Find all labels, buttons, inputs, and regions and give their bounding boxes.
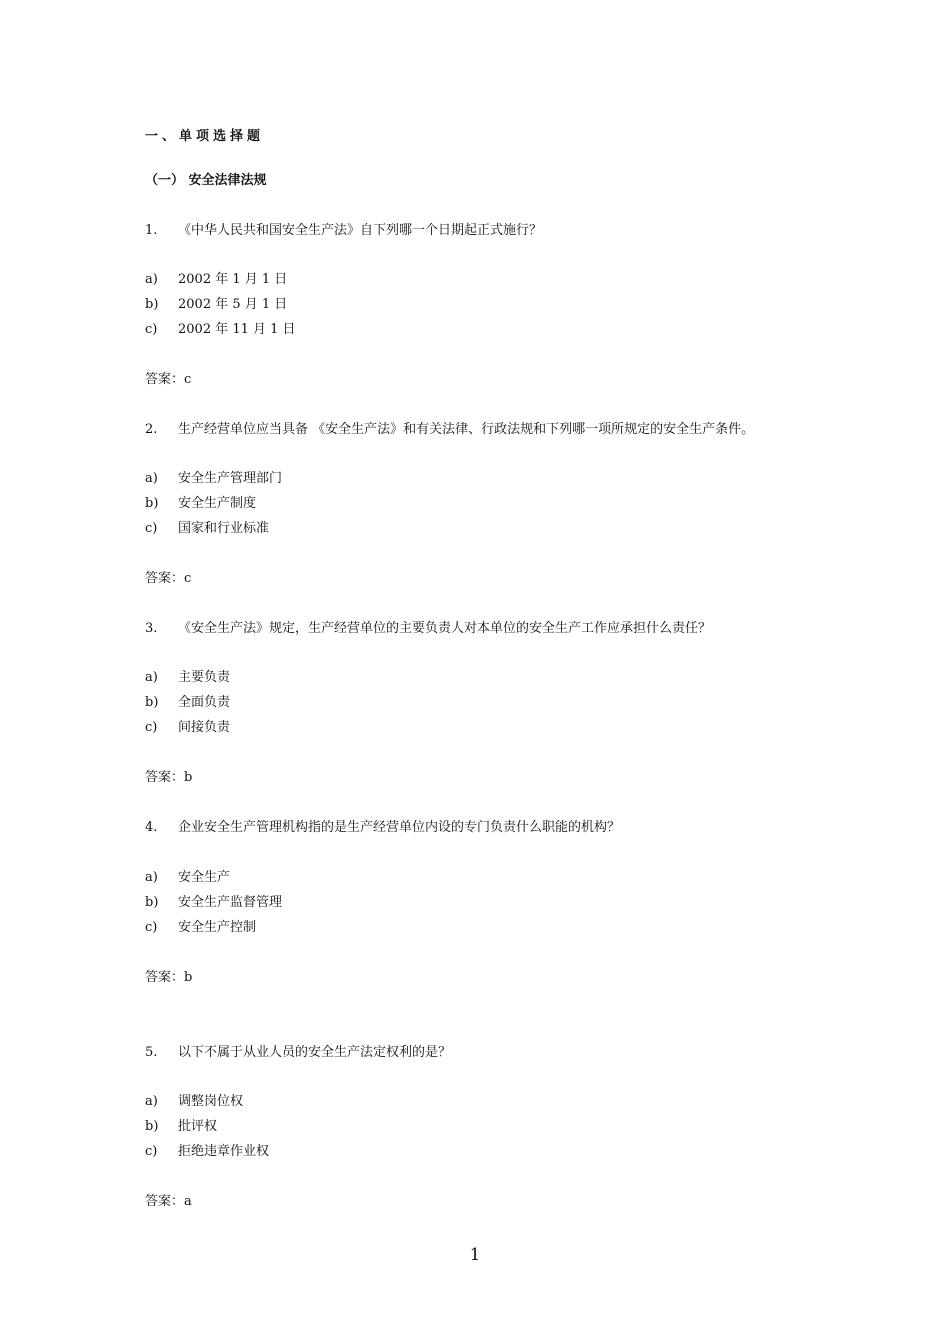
option-text: 调整岗位权 [178,1094,244,1109]
option-text: 批评权 [178,1119,218,1134]
option-label: c) [145,521,158,536]
option-c [145,920,256,936]
section-title: 一、单项选择题 [145,129,265,144]
option-text: 安全生产管理部门 [178,471,283,486]
option-label: c) [145,1144,158,1159]
question-number: 2. [145,422,158,437]
subsection-title: （一） 安全法律法规 [145,173,267,188]
option-label: c) [145,920,158,935]
page-number: 1 [469,1245,481,1265]
option-a [145,471,282,487]
option-text: 2002 年 1 月 1 日 [178,272,288,287]
option-text: 安全生产监督管理 [178,895,283,910]
option-label: c) [145,720,158,735]
option-text: 全面负责 [178,695,231,710]
option-b [145,1119,217,1135]
option-text: 间接负责 [178,720,231,735]
option-label: a) [145,870,158,885]
option-text: 2002 年 11 月 1 日 [178,322,296,337]
option-a [145,1094,243,1110]
option-b [145,895,282,911]
question-text: 《中华人民共和国安全生产法》自下列哪一个日期起正式施行？ [178,223,543,238]
question-text: 生产经营单位应当具备 《安全生产法》和有关法律、行政法规和下列哪一项所规定的安全生产条件。 [178,422,755,437]
option-a [145,870,230,886]
answer: 答案：c [145,372,192,387]
option-text: 安全生产控制 [178,920,257,935]
question-1 [145,223,542,239]
option-a [145,670,230,686]
question-text: 《安全生产法》规定，生产经营单位的主要负责人对本单位的安全生产工作应承担什么责任？ [178,621,712,636]
option-label: b) [145,297,159,312]
option-label: b) [145,895,159,910]
option-b [145,496,256,512]
option-label: a) [145,471,158,486]
option-text: 安全生产制度 [178,496,257,511]
question-4 [145,820,620,836]
option-c [145,322,296,338]
option-label: b) [145,496,159,511]
question-text: 企业安全生产管理机构指的是生产经营单位内设的专门负责什么职能的机构？ [178,820,621,835]
option-label: a) [145,272,158,287]
answer: 答案：b [145,970,193,985]
option-label: a) [145,670,158,685]
question-2 [145,422,754,438]
question-number: 3. [145,621,158,636]
answer: 答案：a [145,1194,192,1209]
question-text: 以下不属于从业人员的安全生产法定权利的是？ [178,1045,452,1060]
answer: 答案：b [145,770,193,785]
option-label: c) [145,322,158,337]
option-c [145,720,230,736]
option-text: 拒绝违章作业权 [178,1144,270,1159]
question-5 [145,1045,451,1061]
option-c [145,1144,269,1160]
option-text: 主要负责 [178,670,231,685]
answer: 答案：c [145,571,192,586]
option-c [145,521,269,537]
option-text: 国家和行业标准 [178,521,270,536]
option-text: 安全生产 [178,870,231,885]
question-3 [145,621,711,637]
option-text: 2002 年 5 月 1 日 [178,297,288,312]
option-label: b) [145,1119,159,1134]
question-number: 5. [145,1045,158,1060]
option-a [145,272,287,288]
option-b [145,695,230,711]
option-label: a) [145,1094,158,1109]
option-label: b) [145,695,159,710]
option-b [145,297,287,313]
question-number: 4. [145,820,158,835]
question-number: 1. [145,223,158,238]
